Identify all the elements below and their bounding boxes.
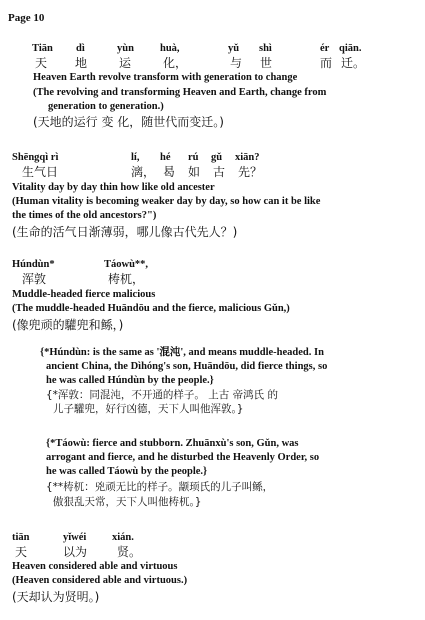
pinyin-word: qiān. — [339, 43, 362, 54]
final-verse-pinyin — [0, 531, 425, 544]
final-verse-literal: Heaven considered able and virtuous — [12, 561, 178, 572]
chinese-word: 漓， — [131, 165, 156, 179]
pinyin-word: lí, — [131, 152, 140, 163]
verse-2-translation-line: (Human vitality is becoming weaker day by day, so how can it be like — [12, 196, 321, 207]
pinyin-word: hé — [160, 152, 171, 163]
chinese-word: 迁。 — [341, 56, 366, 70]
chinese-word: 如 — [188, 165, 201, 179]
pinyin-word: huà, — [160, 43, 180, 54]
pinyin-word: yǐwéi — [63, 532, 87, 543]
chinese-word: 地 — [75, 56, 88, 70]
verse-1-paraphrase: (天地的运行 变 化，随世代而变迁。) — [33, 115, 224, 129]
verse-2-literal: Vitality day by day thin how like old ancester — [12, 182, 215, 193]
verse-1-literal: Heaven Earth revolve transform with generation to change — [33, 72, 298, 83]
pinyin-word: yǔ — [228, 43, 240, 54]
final-verse-translation: (Heaven considered able and virtuous.) — [12, 575, 188, 586]
pinyin-word: dì — [76, 43, 85, 54]
chinese-word: 天 — [35, 56, 48, 70]
pinyin-word: yùn — [117, 43, 134, 54]
pinyin-word: tiān — [12, 532, 30, 543]
chinese-word: 与 — [230, 56, 243, 70]
note-1-chinese-line: 儿子驩兜，好行凶德，天下人叫他浑敦。} — [53, 403, 244, 415]
chinese-word: 天 — [15, 545, 28, 559]
chinese-word: 运 — [119, 56, 132, 70]
page-label: Page 10 — [8, 12, 45, 24]
chinese-word: 曷 — [163, 165, 176, 179]
pinyin-word: Húndùn* — [12, 259, 55, 270]
verse-3-literal: Muddle-headed fierce malicious — [12, 289, 156, 300]
verse-2-translation-line: the times of the old ancestors?") — [12, 210, 157, 221]
pinyin-word: Táowù**, — [104, 259, 149, 270]
chinese-word: 贤。 — [117, 545, 142, 559]
verse-1-chinese — [0, 56, 425, 70]
chinese-word: 浑敦 — [22, 272, 47, 286]
chinese-word: 先？ — [238, 165, 263, 179]
verse-3-paraphrase: (像兜顽的驩兜和鲧，) — [12, 318, 124, 332]
verse-1-pinyin — [0, 42, 425, 55]
final-verse-chinese — [0, 545, 425, 559]
pinyin-word: gǔ — [211, 152, 223, 163]
note-1-english-line: {*Húndùn: is the same as '混沌', and means muddle-headed. In — [40, 347, 324, 358]
final-verse-paraphrase: (天却认为贤明。) — [12, 590, 100, 604]
verse-3-chinese — [0, 272, 425, 286]
note-1-english-line: he was called Húndùn by the people.} — [46, 375, 214, 386]
verse-1-translation-line: generation to generation.) — [48, 101, 164, 112]
note-2-english-line: {*Táowù: fierce and stubborn. Zhuānxù's son, Gǔn, was — [46, 438, 299, 449]
chinese-word: 以为 — [63, 545, 88, 559]
note-2-english-line: he was called Táowù by the people.} — [46, 466, 208, 477]
pinyin-word: Shēngqì rì — [12, 152, 59, 163]
chinese-word: 世 — [260, 56, 273, 70]
pinyin-word: xiān? — [235, 152, 260, 163]
note-2-chinese-line: 傲狠乱天常，天下人叫他梼杌。} — [53, 496, 202, 508]
pinyin-word: rú — [188, 152, 199, 163]
note-1-english-line: ancient China, the Dìhóng's son, Huāndōu, did fierce things, so — [46, 361, 328, 372]
verse-1-translation-line: (The revolving and transforming Heaven and Earth, change from — [33, 87, 327, 98]
verse-2-chinese — [0, 165, 425, 179]
chinese-word: 梼杌， — [108, 272, 145, 286]
chinese-word: 生气日 — [22, 165, 59, 179]
pinyin-word: shì — [259, 43, 272, 54]
chinese-word: 而 — [320, 56, 333, 70]
verse-3-translation: (The muddle-headed Huāndōu and the fierce, malicious Gǔn,) — [12, 303, 290, 314]
chinese-word: 古 — [213, 165, 226, 179]
verse-2-pinyin — [0, 151, 425, 164]
verse-2-paraphrase: (生命的活气日渐薄弱，哪儿像古代先人？) — [12, 225, 238, 239]
note-2-chinese-line: {**梼杌：兇顽无比的样子。颛顼氏的儿子叫鲧， — [46, 481, 274, 493]
pinyin-word: xián. — [112, 532, 134, 543]
note-2-english-line: arrogant and fierce, and he disturbed the Heavenly Order, so — [46, 452, 320, 463]
pinyin-word: Tiān — [32, 43, 53, 54]
note-1-chinese-line: {*浑敦：同混沌，不开通的样子。 上古 帝鸿氏 的 — [46, 389, 278, 401]
chinese-word: 化， — [163, 56, 188, 70]
verse-3-pinyin — [0, 258, 425, 271]
pinyin-word: ér — [320, 43, 330, 54]
